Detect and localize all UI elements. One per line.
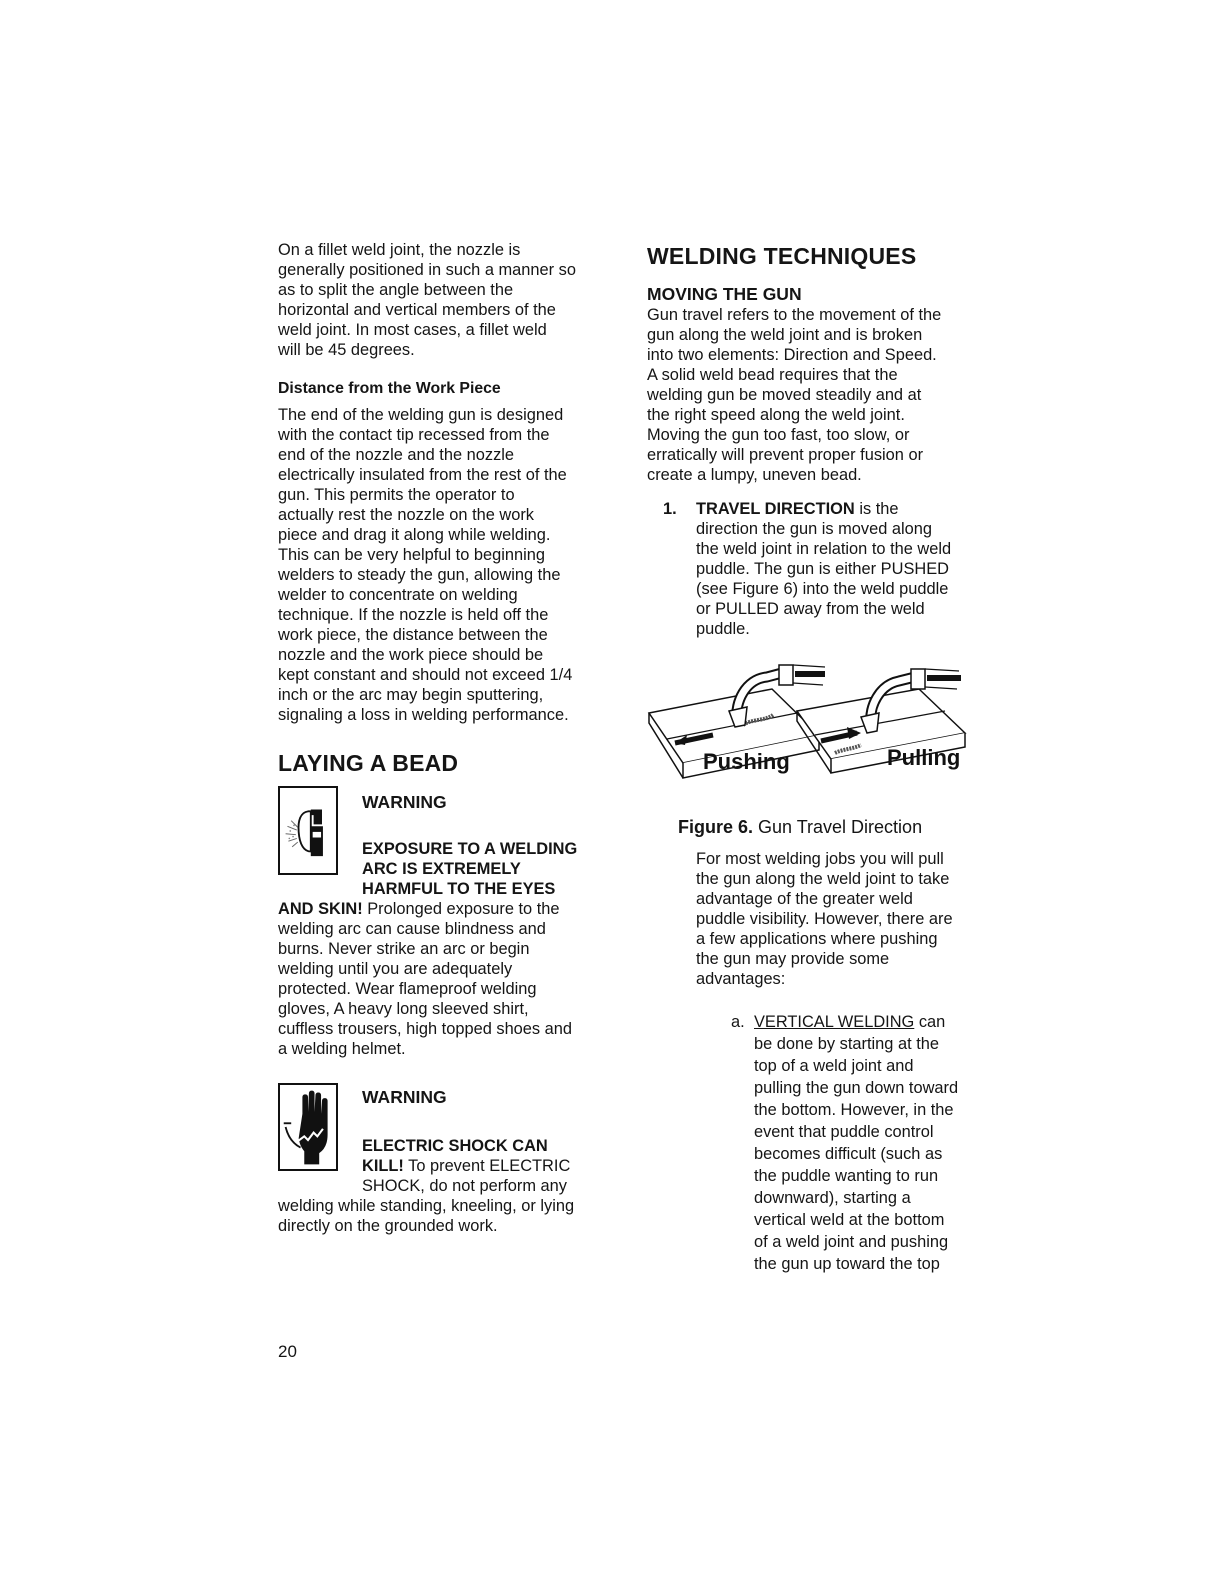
warning-text: To prevent ELECTRIC — [403, 1157, 571, 1175]
text-line: pulling the gun down toward — [754, 1079, 959, 1097]
text-line: becomes difficult (such as — [754, 1145, 943, 1163]
text-line: nozzle and the work piece should be — [278, 646, 544, 664]
moving-the-gun-heading: MOVING THE GUN — [647, 284, 802, 304]
text-line: burns. Never strike an arc or begin — [278, 940, 530, 958]
text-line: directly on the grounded work. — [278, 1217, 498, 1235]
warning-kill-line — [362, 1156, 608, 1176]
text-line: erratically will prevent proper fusion or — [647, 446, 924, 464]
text-line: event that puddle control — [754, 1123, 934, 1141]
text-line: direction the gun is moved along — [696, 520, 932, 538]
text-line: The end of the welding gun is designed — [278, 406, 564, 424]
warning-title: WARNING — [362, 1087, 447, 1107]
text-line: signaling a loss in welding performance. — [278, 706, 569, 724]
text-line: with the contact tip recessed from the — [278, 426, 550, 444]
text-line: be done by starting at the — [754, 1035, 939, 1053]
text-line: welding until you are adequately — [278, 960, 513, 978]
term-text: is the — [854, 500, 899, 518]
text-line: a few applications where pushing — [696, 930, 938, 948]
text-line: welders to steady the gun, allowing the — [278, 566, 561, 584]
text-line: weld joint. In most cases, a fillet weld — [278, 321, 547, 339]
text-line: (see Figure 6) into the weld puddle — [696, 580, 949, 598]
text-line: the gun may provide some — [696, 950, 890, 968]
text-line: On a fillet weld joint, the nozzle is — [278, 241, 521, 259]
term-text: can — [914, 1013, 946, 1031]
text-line: advantage of the greater weld — [696, 890, 913, 908]
text-line: gloves, A heavy long sleeved shirt, — [278, 1000, 529, 1018]
text-line: or PULLED away from the weld — [696, 600, 925, 618]
welding-techniques-heading: WELDING TECHNIQUES — [647, 243, 917, 269]
text-line: a welding helmet. — [278, 1040, 406, 1058]
vertical-welding-first-line — [754, 1011, 977, 1033]
list-letter: a. — [731, 1013, 745, 1031]
text-line: vertical weld at the bottom — [754, 1211, 945, 1229]
warning-bold-line: ARC IS EXTREMELY — [362, 860, 521, 878]
warning-arc-exposure — [278, 786, 608, 1059]
text-line: welder to concentrate on welding — [278, 586, 518, 604]
text-line: advantages: — [696, 970, 786, 988]
warning-bold-text: AND SKIN! — [278, 900, 363, 918]
caption-label: Figure 6. — [678, 817, 754, 837]
text-line: puddle. — [696, 620, 750, 638]
text-line: A solid weld bead requires that the — [647, 366, 898, 384]
electric-shock-hand-icon — [278, 1083, 338, 1171]
text-line: protected. Wear flameproof welding — [278, 980, 537, 998]
text-line: create a lumpy, uneven bead. — [647, 466, 862, 484]
text-line: actually rest the nozzle on the work — [278, 506, 535, 524]
text-line: piece and drag it along while welding. — [278, 526, 551, 544]
pull-push-paragraph — [647, 849, 977, 989]
vertical-welding-item — [647, 1011, 977, 1275]
text-line: work piece, the distance between the — [278, 626, 548, 644]
text-line: kept constant and should not exceed 1/4 — [278, 666, 573, 684]
term-bold: TRAVEL DIRECTION — [696, 500, 855, 518]
text-line: welding gun be moved steadily and at — [647, 386, 922, 404]
welding-helmet-icon — [278, 786, 338, 875]
text-line: the gun up toward the top — [754, 1255, 940, 1273]
text-line: horizontal and vertical members of the — [278, 301, 556, 319]
warning-electric-shock — [278, 1083, 608, 1236]
warning-bold-line: ELECTRIC SHOCK CAN — [362, 1137, 548, 1155]
term-underlined: VERTICAL WELDING — [754, 1013, 915, 1031]
distance-heading: Distance from the Work Piece — [278, 380, 501, 397]
moving-gun-paragraph — [647, 305, 977, 485]
text-line: will be 45 degrees. — [278, 341, 415, 359]
warning-title: WARNING — [362, 792, 447, 812]
warning-text: Prolonged exposure to the — [362, 900, 560, 918]
text-line: technique. If the nozzle is held off the — [278, 606, 549, 624]
text-line: SHOCK, do not perform any — [362, 1177, 567, 1195]
text-line: top of a weld joint and — [754, 1057, 914, 1075]
travel-direction-first-line — [696, 499, 977, 519]
figure-6-diagram — [647, 663, 977, 793]
fillet-intro-paragraph — [278, 240, 608, 360]
list-number: 1. — [663, 500, 677, 518]
text-line: downward), starting a — [754, 1189, 911, 1207]
warning-bold-text: KILL! — [362, 1157, 404, 1175]
text-line: puddle. The gun is either PUSHED — [696, 560, 949, 578]
text-line: puddle visibility. However, there are — [696, 910, 953, 928]
text-line: the gun along the weld joint to take — [696, 870, 950, 888]
warning-bold-line: EXPOSURE TO A WELDING — [362, 840, 578, 858]
text-line: electrically insulated from the rest of the — [278, 466, 567, 484]
text-line: Gun travel refers to the movement of the — [647, 306, 942, 324]
pulling-label: Pulling — [887, 745, 961, 770]
text-line: as to split the angle between the — [278, 281, 514, 299]
warning-bold-line: HARMFUL TO THE EYES — [362, 880, 556, 898]
text-line: welding while standing, kneeling, or lying — [278, 1197, 575, 1215]
figure-6-caption — [647, 816, 977, 838]
text-line: This can be very helpful to beginning — [278, 546, 545, 564]
laying-a-bead-heading: LAYING A BEAD — [278, 750, 459, 776]
text-line: cuffless trousers, high topped shoes and — [278, 1020, 573, 1038]
text-line: gun along the weld joint and is broken — [647, 326, 923, 344]
text-line: welding arc can cause blindness and — [278, 920, 546, 938]
text-line: inch or the arc may begin sputtering, — [278, 686, 544, 704]
text-line: of a weld joint and pushing — [754, 1233, 949, 1251]
pushing-label: Pushing — [703, 749, 790, 774]
right-column — [647, 240, 977, 1275]
text-line: Moving the gun too fast, too slow, or — [647, 426, 910, 444]
text-line: the weld joint in relation to the weld — [696, 540, 952, 558]
text-line: generally positioned in such a manner so — [278, 261, 576, 279]
travel-direction-item — [647, 499, 977, 639]
text-line: into two elements: Direction and Speed. — [647, 346, 937, 364]
left-column — [278, 240, 608, 1236]
page-number: 20 — [278, 1342, 297, 1361]
text-line: gun. This permits the operator to — [278, 486, 515, 504]
text-line: the bottom. However, in the — [754, 1101, 954, 1119]
text-line: For most welding jobs you will pull — [696, 850, 944, 868]
text-line: end of the nozzle and the nozzle — [278, 446, 515, 464]
distance-paragraph — [278, 405, 608, 725]
caption-text: Gun Travel Direction — [753, 817, 923, 837]
text-line: the puddle wanting to run — [754, 1167, 939, 1185]
warning-arc-first-line — [278, 899, 608, 919]
text-line: the right speed along the weld joint. — [647, 406, 905, 424]
